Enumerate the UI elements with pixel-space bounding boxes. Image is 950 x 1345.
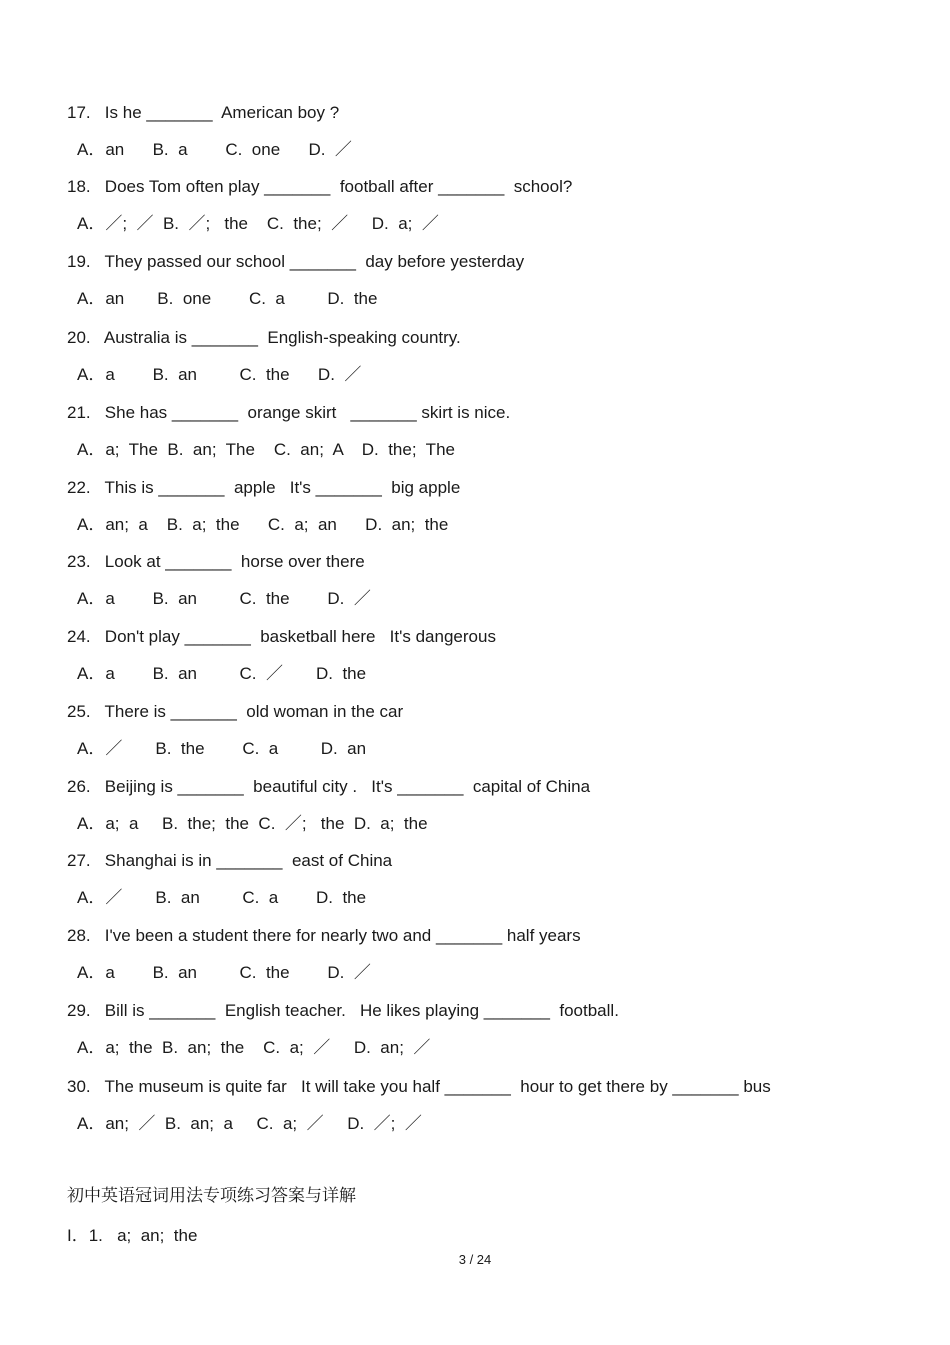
question-stem: 23. Look at _______ horse over there: [67, 552, 365, 571]
question-options: A．an B. a C. one D. ／: [77, 140, 352, 159]
question-options: A．／ B. an C. a D. the: [77, 888, 367, 907]
question-options: A．a; a B. the; the C. ／; the D. a; the: [77, 814, 428, 833]
question-options: A．a B. an C. the D. ／: [77, 589, 371, 608]
question-stem: 24. Don't play _______ basketball here It's dangerous: [67, 627, 496, 646]
question-stem: 22. This is _______ apple It's _______ big apple: [67, 478, 461, 497]
question-options: A．a B. an C. the D. ／: [77, 963, 371, 982]
question-options: A．a; The B. an; The C. an; A D. the; The: [77, 440, 455, 459]
question-options: A．a; the B. an; the C. a; ／ D. an; ／: [77, 1038, 431, 1057]
question-options: A．／; ／ B. ／; the C. the; ／ D. a; ／: [77, 214, 439, 233]
question-stem: 18. Does Tom often play _______ football after _______ school?: [67, 177, 573, 196]
answer-section-heading: 初中英语冠词用法专项练习答案与详解: [67, 1186, 356, 1206]
question-options: A．an; a B. a; the C. a; an D. an; the: [77, 515, 449, 534]
question-stem: 17. Is he _______ American boy ?: [67, 103, 340, 122]
question-options: A．a B. an C. the D. ／: [77, 365, 362, 384]
question-stem: 25. There is _______ old woman in the car: [67, 702, 404, 721]
question-options: A．an B. one C. a D. the: [77, 289, 378, 308]
question-options: A．a B. an C. ／ D. the: [77, 664, 367, 683]
question-options: A．an; ／ B. an; a C. a; ／ D. ／; ／: [77, 1114, 422, 1133]
question-stem: 19. They passed our school _______ day before yesterday: [67, 252, 525, 271]
question-stem: 30. The museum is quite far It will take you half _______ hour to get there by _______ bus: [67, 1077, 771, 1096]
question-stem: 29. Bill is _______ English teacher. He likes playing _______ football.: [67, 1001, 619, 1020]
question-stem: 28. I've been a student there for nearly two and _______ half years: [67, 926, 581, 945]
question-options: A．／ B. the C. a D. an: [77, 739, 367, 758]
page-number: 3 / 24: [458, 1252, 492, 1267]
question-stem: 21. She has _______ orange skirt _______ skirt is nice.: [67, 403, 511, 422]
question-stem: 20. Australia is _______ English-speaking country.: [67, 328, 461, 347]
question-stem: 26. Beijing is _______ beautiful city . It's _______ capital of China: [67, 777, 591, 796]
answer-line: I．1. a; an; the: [67, 1226, 198, 1245]
question-stem: 27. Shanghai is in _______ east of China: [67, 851, 393, 870]
